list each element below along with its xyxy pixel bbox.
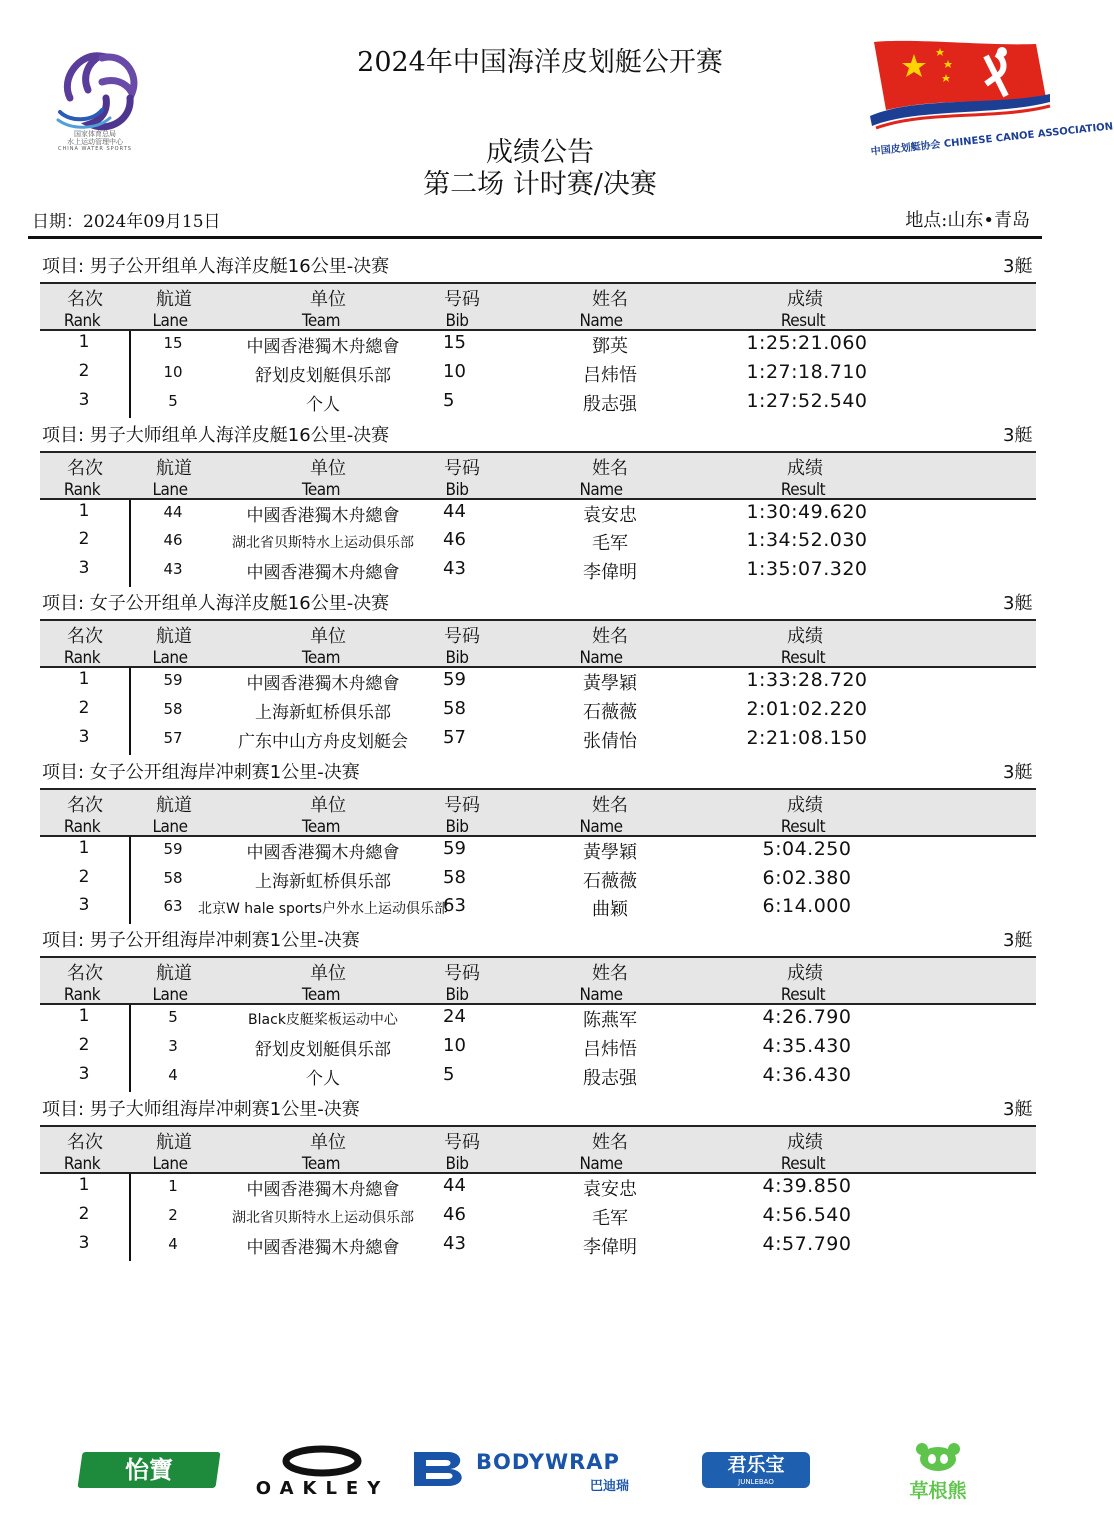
result-cell: 1:27:52.540 <box>746 389 868 412</box>
lane-cell: 43 <box>163 560 183 579</box>
col-rank-en: Rank <box>63 816 101 837</box>
table-row <box>0 361 1080 389</box>
bib-cell: 24 <box>443 1006 466 1028</box>
col-team-cn: 单位 <box>310 794 346 816</box>
col-team-cn: 单位 <box>310 457 346 479</box>
table-row <box>0 501 1080 529</box>
rank-cell: 1 <box>78 669 90 690</box>
table-row <box>0 1233 1080 1261</box>
col-rank-en: Rank <box>63 985 101 1006</box>
col-name-cn: 姓名 <box>592 457 628 479</box>
oakley-ellipse-icon <box>255 1446 390 1476</box>
result-cell: 2:21:08.150 <box>746 726 868 749</box>
rank-cell: 1 <box>78 1006 90 1027</box>
event-title: 项目: 男子公开组单人海洋皮艇16公里-决赛 <box>42 256 390 277</box>
lane-cell: 4 <box>168 1234 178 1253</box>
col-name-cn: 姓名 <box>592 963 628 985</box>
col-rank-cn: 名次 <box>67 794 103 816</box>
sponsor-junlebao-text: 君乐宝 <box>727 1454 785 1476</box>
col-result-cn: 成绩 <box>787 457 823 479</box>
col-rank-cn: 名次 <box>67 963 103 985</box>
rank-cell: 2 <box>78 866 90 887</box>
col-name-cn: 姓名 <box>592 1132 628 1153</box>
col-lane-en: Lane <box>152 1154 188 1174</box>
result-cell: 1:34:52.030 <box>746 529 868 552</box>
team-cell: 个人 <box>306 394 340 415</box>
event-title: 项目: 男子大师组单人海洋皮艇16公里-决赛 <box>42 424 390 446</box>
bib-cell: 10 <box>443 1035 466 1057</box>
lane-cell: 58 <box>163 699 183 718</box>
sponsor-oakley-text: OAKLEY <box>255 1478 390 1499</box>
athlete-name-cell: 曲颖 <box>592 899 628 921</box>
sponsor-caogenxiong-logo <box>893 1444 983 1500</box>
team-cell: Black皮艇桨板运动中心 <box>248 1012 398 1029</box>
boat-count: 3艇 <box>1003 424 1033 446</box>
rank-cell: 3 <box>78 389 90 410</box>
col-result-cn: 成绩 <box>787 794 823 816</box>
result-cell: 1:27:18.710 <box>746 360 868 383</box>
event-block <box>0 409 1080 584</box>
result-cell: 6:02.380 <box>762 866 852 889</box>
result-cell: 4:36.430 <box>762 1063 852 1086</box>
col-bib-en: Bib <box>445 648 469 669</box>
bib-cell: 46 <box>443 529 466 551</box>
team-cell: 中國香港獨木舟總會 <box>246 842 400 863</box>
lane-cell: 15 <box>163 334 183 352</box>
session-title: 第二场 计时赛/决赛 <box>423 169 657 200</box>
result-cell: 4:56.540 <box>762 1203 852 1226</box>
col-team-en: Team <box>301 1154 341 1174</box>
event-title: 项目: 女子公开组海岸冲刺赛1公里-决赛 <box>42 761 360 783</box>
sponsor-bodywrap-text: BODYWRAP <box>476 1450 620 1474</box>
col-result-cn: 成绩 <box>787 1132 823 1153</box>
result-cell: 6:14.000 <box>762 895 852 918</box>
athlete-name-cell: 石薇薇 <box>583 870 637 892</box>
sponsor-bar <box>0 1438 1080 1508</box>
lane-cell: 58 <box>163 868 183 887</box>
col-bib-cn: 号码 <box>444 626 480 648</box>
rank-cell: 2 <box>78 360 90 381</box>
col-result-en: Result <box>780 311 826 331</box>
event-block <box>0 914 1080 1089</box>
boat-count: 3艇 <box>1003 930 1033 952</box>
bib-cell: 44 <box>443 500 466 522</box>
rank-cell: 2 <box>78 697 90 718</box>
col-name-en: Name <box>579 985 623 1006</box>
athlete-name-cell: 黃學穎 <box>583 841 637 863</box>
athlete-name-cell: 李偉明 <box>583 1236 637 1258</box>
rank-cell: 3 <box>78 1063 90 1084</box>
header-divider <box>28 236 1042 239</box>
athlete-name-cell: 殷志强 <box>583 1067 637 1089</box>
boat-count: 3艇 <box>1003 593 1033 615</box>
athlete-name-cell: 吕炜悟 <box>583 1039 637 1061</box>
col-bib-cn: 号码 <box>444 1132 480 1153</box>
col-team-en: Team <box>301 479 341 500</box>
rank-cell: 1 <box>78 332 90 352</box>
team-cell: 中國香港獨木舟總會 <box>246 337 400 357</box>
sponsor-caogenxiong-text: 草根熊 <box>909 1480 967 1502</box>
bib-cell: 43 <box>443 558 466 580</box>
col-result-en: Result <box>780 1154 826 1174</box>
col-bib-en: Bib <box>445 311 469 331</box>
lane-cell: 59 <box>163 671 183 690</box>
col-bib-cn: 号码 <box>444 794 480 816</box>
bib-cell: 10 <box>443 360 466 382</box>
logo-caption-en-1: CHINA WATER SPORTS <box>58 146 132 152</box>
col-lane-en: Lane <box>152 311 188 331</box>
athlete-name-cell: 黃學穎 <box>583 673 637 695</box>
lane-cell: 2 <box>168 1205 178 1224</box>
lane-cell: 63 <box>163 897 183 916</box>
col-result-en: Result <box>780 479 826 500</box>
event-block <box>0 577 1080 752</box>
lane-cell: 44 <box>163 502 183 521</box>
rank-cell: 1 <box>78 837 90 858</box>
table-row <box>0 1204 1080 1232</box>
col-team-en: Team <box>301 816 341 837</box>
sponsor-bodywrap-logo <box>410 1448 645 1498</box>
bib-cell: 43 <box>443 1232 466 1254</box>
col-lane-cn: 航道 <box>156 457 192 479</box>
athlete-name-cell: 鄧英 <box>592 336 628 357</box>
bib-cell: 58 <box>443 866 466 888</box>
col-team-en: Team <box>301 985 341 1006</box>
event-title: 项目: 男子大师组海岸冲刺赛1公里-决赛 <box>42 1099 360 1120</box>
athlete-name-cell: 吕炜悟 <box>583 364 637 386</box>
bib-cell: 15 <box>443 332 466 353</box>
col-name-en: Name <box>579 1154 623 1174</box>
col-result-cn: 成绩 <box>787 626 823 648</box>
table-row <box>0 332 1080 360</box>
team-cell: 北京W hale sports户外水上运动俱乐部 <box>198 901 448 918</box>
rank-cell: 2 <box>78 529 90 550</box>
team-cell: 舒划皮划艇俱乐部 <box>255 1040 391 1061</box>
lane-cell: 3 <box>168 1037 178 1056</box>
table-row <box>0 698 1080 726</box>
result-cell: 4:57.790 <box>762 1232 852 1255</box>
col-name-en: Name <box>579 479 623 500</box>
date-label: 日期：2024年09月15日 <box>32 212 221 232</box>
table-header <box>40 282 1036 331</box>
col-bib-en: Bib <box>445 816 469 837</box>
athlete-name-cell: 袁安忠 <box>583 1179 637 1200</box>
col-lane-cn: 航道 <box>156 626 192 648</box>
event-block <box>0 746 1080 921</box>
table-row <box>0 669 1080 697</box>
event-title: 项目: 男子公开组海岸冲刺赛1公里-决赛 <box>42 930 360 952</box>
team-cell: 舒划皮划艇俱乐部 <box>255 365 391 386</box>
col-rank-cn: 名次 <box>67 457 103 479</box>
result-cell: 4:39.850 <box>762 1175 852 1197</box>
col-name-en: Name <box>579 311 623 331</box>
col-bib-en: Bib <box>445 985 469 1006</box>
table-row <box>0 1035 1080 1063</box>
lane-cell: 5 <box>168 1008 178 1027</box>
result-cell: 1:25:21.060 <box>746 332 868 354</box>
bib-cell: 59 <box>443 669 466 691</box>
document-subtitle: 成绩公告 <box>486 137 594 168</box>
table-row <box>0 867 1080 895</box>
athlete-name-cell: 石薇薇 <box>583 701 637 723</box>
col-bib-cn: 号码 <box>444 457 480 479</box>
bib-cell: 57 <box>443 726 466 748</box>
cca-logo-text: 中国皮划艇协会 CHINESE CANOE ASSOCIATION <box>870 121 1114 158</box>
col-team-cn: 单位 <box>310 1132 346 1153</box>
table-row <box>0 529 1080 557</box>
team-cell: 中國香港獨木舟總會 <box>246 1237 400 1258</box>
sponsor-junlebao-logo <box>702 1452 810 1488</box>
team-cell: 上海新虹桥俱乐部 <box>255 702 391 723</box>
event-block <box>0 1083 1080 1258</box>
col-name-cn: 姓名 <box>592 289 628 310</box>
venue-label: 地点:山东•青岛 <box>905 210 1030 231</box>
team-cell: 上海新虹桥俱乐部 <box>255 871 391 892</box>
lane-cell: 4 <box>168 1065 178 1084</box>
col-bib-cn: 号码 <box>444 963 480 985</box>
table-row <box>0 838 1080 866</box>
result-cell: 4:35.430 <box>762 1035 852 1058</box>
table-header <box>40 619 1036 668</box>
table-row <box>0 1175 1080 1203</box>
bib-cell: 5 <box>443 389 455 411</box>
col-lane-cn: 航道 <box>156 289 192 310</box>
sponsor-bodywrap-subtext: 巴迪瑞 <box>590 1479 630 1494</box>
result-cell: 1:33:28.720 <box>746 669 868 692</box>
rank-cell: 1 <box>78 1175 90 1195</box>
athlete-name-cell: 毛军 <box>592 533 628 555</box>
lane-cell: 59 <box>163 839 183 858</box>
sponsor-yibao-text: 怡寶 <box>125 1456 173 1484</box>
lane-cell: 57 <box>163 728 183 747</box>
event-title: 项目: 女子公开组单人海洋皮艇16公里-决赛 <box>42 593 390 615</box>
col-result-cn: 成绩 <box>787 963 823 985</box>
col-result-en: Result <box>780 648 826 669</box>
col-lane-en: Lane <box>152 479 188 500</box>
col-result-en: Result <box>780 985 826 1006</box>
logo-caption-cn-2: 水上运动管理中心 <box>67 138 123 146</box>
rank-cell: 2 <box>78 1203 90 1224</box>
col-bib-en: Bib <box>445 1154 469 1174</box>
rank-cell: 1 <box>78 500 90 521</box>
result-cell: 1:35:07.320 <box>746 558 868 581</box>
col-name-cn: 姓名 <box>592 794 628 816</box>
table-header <box>40 1125 1036 1174</box>
col-lane-en: Lane <box>152 985 188 1006</box>
bib-cell: 58 <box>443 697 466 719</box>
athlete-name-cell: 毛军 <box>592 1207 628 1229</box>
team-cell: 个人 <box>306 1068 340 1089</box>
bib-cell: 5 <box>443 1063 455 1085</box>
team-cell: 中國香港獨木舟總會 <box>246 674 400 695</box>
lane-cell: 5 <box>168 391 178 410</box>
table-header <box>40 956 1036 1005</box>
document-title: 2024年中国海洋皮划艇公开赛 <box>357 47 723 78</box>
bib-cell: 46 <box>443 1203 466 1225</box>
lane-cell: 1 <box>168 1177 178 1195</box>
athlete-name-cell: 张倩怡 <box>583 730 637 752</box>
col-result-cn: 成绩 <box>787 289 823 310</box>
bib-cell: 63 <box>443 895 466 917</box>
col-team-cn: 单位 <box>310 289 346 310</box>
boat-count: 3艇 <box>1003 761 1033 783</box>
col-result-en: Result <box>780 816 826 837</box>
athlete-name-cell: 李偉明 <box>583 562 637 584</box>
col-lane-en: Lane <box>152 648 188 669</box>
panda-face-icon <box>893 1444 983 1472</box>
bib-cell: 44 <box>443 1175 466 1196</box>
lane-cell: 10 <box>163 362 183 381</box>
col-name-en: Name <box>579 648 623 669</box>
result-cell: 4:26.790 <box>762 1006 852 1029</box>
col-rank-en: Rank <box>63 311 101 331</box>
col-lane-cn: 航道 <box>156 963 192 985</box>
event-block <box>0 240 1080 415</box>
result-cell: 1:30:49.620 <box>746 500 868 523</box>
team-cell: 湖北省贝斯特水上运动俱乐部 <box>232 535 414 552</box>
rank-cell: 3 <box>78 895 90 916</box>
col-rank-cn: 名次 <box>67 289 103 310</box>
col-lane-cn: 航道 <box>156 1132 192 1153</box>
result-cell: 2:01:02.220 <box>746 697 868 720</box>
rank-cell: 3 <box>78 726 90 747</box>
sponsor-junlebao-subtext: JUNLEBAO <box>738 1478 774 1486</box>
col-lane-cn: 航道 <box>156 794 192 816</box>
bib-cell: 59 <box>443 837 466 859</box>
boat-count: 3艇 <box>1003 1099 1033 1120</box>
athlete-name-cell: 袁安忠 <box>583 504 637 526</box>
team-cell: 中國香港獨木舟總會 <box>246 563 400 584</box>
team-cell: 中國香港獨木舟總會 <box>246 1180 400 1200</box>
col-team-cn: 单位 <box>310 626 346 648</box>
athlete-name-cell: 殷志强 <box>583 393 637 415</box>
lane-cell: 46 <box>163 531 183 550</box>
table-row <box>0 1006 1080 1034</box>
table-header <box>40 788 1036 837</box>
boat-count: 3艇 <box>1003 256 1033 277</box>
col-team-en: Team <box>301 311 341 331</box>
bodywrap-b-icon <box>410 1448 470 1490</box>
col-team-cn: 单位 <box>310 963 346 985</box>
col-name-cn: 姓名 <box>592 626 628 648</box>
rank-cell: 3 <box>78 1232 90 1253</box>
col-bib-en: Bib <box>445 479 469 500</box>
col-rank-cn: 名次 <box>67 1132 103 1153</box>
col-team-en: Team <box>301 648 341 669</box>
sponsor-oakley-logo <box>255 1446 390 1499</box>
sponsor-yibao-logo <box>77 1452 220 1488</box>
rank-cell: 3 <box>78 558 90 579</box>
team-cell: 广东中山方舟皮划艇会 <box>238 731 408 752</box>
team-cell: 湖北省贝斯特水上运动俱乐部 <box>232 1209 414 1226</box>
rank-cell: 2 <box>78 1035 90 1056</box>
logo-caption-cn-1: 国家体育总局 <box>74 130 116 138</box>
col-rank-en: Rank <box>63 1154 101 1174</box>
col-rank-en: Rank <box>63 479 101 500</box>
table-header <box>40 451 1036 500</box>
result-cell: 5:04.250 <box>762 837 852 860</box>
col-lane-en: Lane <box>152 816 188 837</box>
col-rank-en: Rank <box>63 648 101 669</box>
team-cell: 中國香港獨木舟總會 <box>246 505 400 526</box>
athlete-name-cell: 陈燕军 <box>583 1010 637 1032</box>
col-name-en: Name <box>579 816 623 837</box>
col-bib-cn: 号码 <box>444 289 480 310</box>
col-rank-cn: 名次 <box>67 626 103 648</box>
